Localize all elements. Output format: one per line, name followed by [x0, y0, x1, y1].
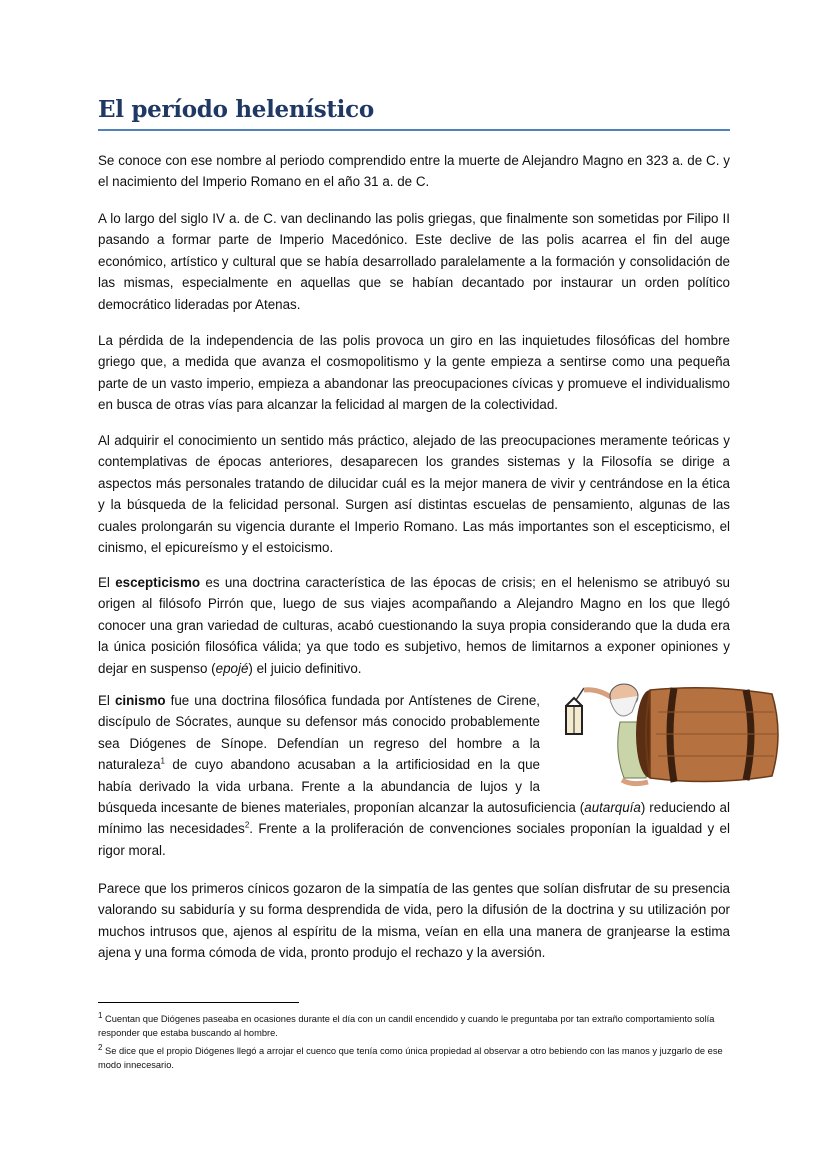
footnote-text: Se dice que el propio Diógenes llegó a arrojar el cuenco que tenía como única propiedad al observar a otro bebiendo con las manos y juzgarlo de ese modo innecesario. [98, 1046, 723, 1070]
text: es una doctrina característica de las épocas de crisis; en el helenismo se atribuyó su origen al filósofo Pirrón que, luego de sus viajes acompañando a Alejandro Magno en los que llegó conocer una gran variedad de culturas, acabó cuestionando la suya propia considerando que la duda era la única posición filosófica válida; ya que todo es subjetivo, hemos de limitarnos a exponer opiniones y dejar en suspenso ( [98, 575, 730, 676]
paragraph-independence-loss [98, 330, 730, 416]
paragraph-early-cynics [98, 878, 730, 964]
term-epoje: epojé [215, 660, 249, 676]
footnote-text: Cuentan que Diógenes paseaba en ocasiones durante el día con un candil encendido y cuando le preguntaba por tan extraño comportamiento solía responder que estaba buscando al hombre. [98, 1014, 715, 1038]
footnote-number: 1 [98, 1010, 103, 1020]
footnote-number: 2 [98, 1042, 103, 1052]
term-cynicism: cinismo [114, 693, 166, 708]
footnote-2 [98, 1044, 730, 1072]
paragraph-practical-knowledge [98, 430, 730, 558]
page-title: El período helenístico [98, 96, 374, 123]
footnote-separator [98, 1002, 299, 1003]
paragraph-text: Se conoce con ese nombre al periodo comprendido entre la muerte de Alejandro Magno en 323 a. de C. y el nacimiento del Imperio Romano en el año 31 a. de C. [98, 153, 730, 190]
paragraph-cynicism [98, 690, 730, 861]
paragraph-intro [98, 150, 730, 193]
paragraph-skepticism [98, 572, 730, 679]
title-underline [98, 129, 730, 131]
term-skepticism: escepticismo [115, 575, 201, 590]
paragraph-text: A lo largo del siglo IV a. de C. van declinando las polis griegas, que finalmente son sometidas por Filipo II pasando a formar parte de Imperio Macedónico. Este declive de las polis acarrea el fin del auge económico, artístico y cultural que se había desarrollado paralelamente a la formación y consolidación de las mismas, especialmente en aquellas que se habían decantado por instaurar un orden político democrático lideradas por Atenas. [98, 211, 730, 312]
paragraph-text: La pérdida de la independencia de las polis provoca un giro en las inquietudes filosóficas del hombre griego que, a medida que avanza el cosmopolitismo y la gente empieza a sentirse como una pequeña parte de un vasto imperio, empieza a abandonar las preocupaciones cívicas y promueve el individualismo en busca de otras vías para alcanzar la felicidad al margen de la colectividad. [98, 333, 730, 413]
paragraph-text: Al adquirir el conocimiento un sentido más práctico, alejado de las preocupaciones meramente teóricas y contemplativas de épocas anteriores, desaparecen los grandes sistemas y la Filosofía se dirige a aspectos más personales tratando de dilucidar cuál es la mejor manera de vivir y centrándose en la ética y la búsqueda de la felicidad personal. Surgen así distintas escuelas de pensamiento, algunas de las cuales prolongarán su vigencia durante el Imperio Romano. Las más importantes son el escepticismo, el cinismo, el epicureísmo y el estoicismo. [98, 433, 730, 556]
text: . Frente a la proliferación de convenciones sociales proponían la igualdad y el rigor moral. [98, 821, 730, 858]
text: fue una doctrina filosófica fundada por Antístenes de Cirene, discípulo de Sócrates, aunque su defensor más conocido probablemente sea Diógenes de Sínope. Defendían un regreso del hombre a la naturaleza [98, 693, 540, 773]
text: El [98, 575, 116, 590]
paragraph-text: Parece que los primeros cínicos gozaron de la simpatía de las gentes que solían disfrutar de su presencia valorando su sabiduría y su forma desprendida de vida, pero la difusión de la doctrina y su utilización por muchos intrusos que, ajenos al espíritu de la misma, veían en ella una manera de granjearse la estima ajena y una forma cómoda de vida, pronto produjo el rechazo y la aversión. [98, 881, 730, 961]
text: El [98, 693, 115, 708]
term-autarquia: autarquía [584, 800, 641, 816]
footnote-ref-1[interactable]: 1 [160, 756, 165, 766]
text: ) reduciendo al mínimo las necesidades [98, 800, 730, 837]
text: ) el juicio definitivo. [248, 660, 362, 676]
footnote-1 [98, 1012, 730, 1040]
footnote-ref-2[interactable]: 2 [244, 820, 250, 830]
text: de cuyo abandono acusaban a la artificiosidad en la que había derivado la vida urbana. Frente a la abundancia de lujos y la búsqueda incesante de bienes materiales, proponían alcanzar la autosuficiencia ( [98, 757, 585, 816]
paragraph-polis-decline [98, 208, 730, 315]
